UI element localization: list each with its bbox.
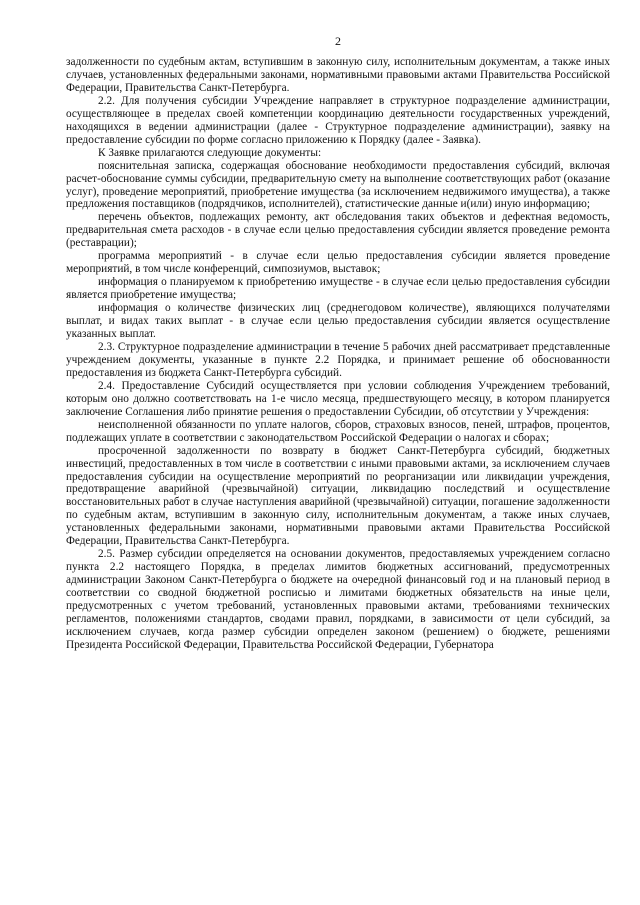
paragraph-events-program: программа мероприятий - в случае если целью предоставления субсидии является проведение мероприятий, в том числе конференций, симпозиумов, выставок; [66,250,610,276]
paragraph-tax-obligations: неисполненной обязанности по уплате налогов, сборов, страховых взносов, пеней, штрафов, процентов, подлежащих уплате в соответствии с законодательством Российской Федерации о налогах и сборах; [66,418,610,444]
page-number: 2 [335,34,341,48]
paragraph-repair-objects: перечень объектов, подлежащих ремонту, акт обследования таких объектов и дефектная ведомость, предварительная смета расходов - в случае если целью предоставления субсидии является проведение ремонта (реставрации); [66,211,610,250]
paragraph-property-info: информация о планируемом к приобретению имуществе - в случае если целью предоставления субсидии является приобретение имущества; [66,276,610,302]
paragraph-payments-info: информация о количестве физических лиц (среднегодовом количестве), являющихся получателями выплат, и видах таких выплат - в случае если целью предоставления субсидии является осуществление указанных выплат. [66,302,610,341]
document-body [66,56,610,652]
paragraph-explanatory-note: пояснительная записка, содержащая обоснование необходимости предоставления субсидий, включая расчет-обоснование суммы субсидии, предварительную смету на выполнение соответствующих работ (оказание услуг), проведение мероприятий, приобретение имущества (за исключением недвижимого имущества), а также предложения поставщиков (подрядчиков, исполнителей), статистические данные и(или) иную информацию; [66,159,610,211]
paragraph-overdue-debt: просроченной задолженности по возврату в бюджет Санкт-Петербурга субсидий, бюджетных инвестиций, предоставленных в том числе в соответствии с иными правовыми актами, за исключением случаев предоставления субсидии на осуществление мероприятий по реорганизации или ликвидации учреждения, предотвращение аварийной (чрезвычайной) ситуации, ликвидацию последствий и осуществление восстановительных работ в случае наступления аварийной (чрезвычайной) ситуации, погашение задолженности по судебным актам, вступившим в законную силу, исполнительным документам, а также иных случаев, установленных федеральными законами, нормативными правовыми актами Правительства Российской Федерации, Правительства Санкт-Петербурга. [66,444,610,548]
paragraph-2-5: 2.5. Размер субсидии определяется на основании документов, предоставляемых учреждением согласно пункта 2.2 настоящего Порядка, в пределах лимитов бюджетных ассигнований, предусмотренных администрации Законом Санкт-Петербурга о бюджете на очередной финансовый год и на плановый период в соответствии со сводной бюджетной росписью и лимитами бюджетных обязательств на иные цели, предусмотренных с учетом требований, установленных правовыми актами, требованиями технических регламентов, положениями стандартов, сводами правил, порядками, в зависимости от цели субсидий, за исключением случаев, когда размер субсидии определен законом (решением) о бюджете, решениями Президента Российской Федерации, Правительства Российской Федерации, Губернатора [66,548,610,651]
paragraph-2-2: 2.2. Для получения субсидии Учреждение направляет в структурное подразделение администрации, осуществляющее в пределах своей компетенции координацию деятельности государственных учреждений, находящихся в ведении администрации (далее - Структурное подразделение администрации), заявку на предоставление субсидии по форме согласно приложению к Порядку (далее - Заявка). [66,94,610,146]
paragraph-2-3: 2.3. Структурное подразделение администрации в течение 5 рабочих дней рассматривает представленные учреждением документы, указанные в пункте 2.2 Порядка, и принимает решение об обоснованности предоставления из бюджета Санкт-Петербурга субсидий. [66,340,610,379]
paragraph-attachments-intro: К Заявке прилагаются следующие документы: [98,146,322,159]
paragraph-2-4: 2.4. Предоставление Субсидий осуществляется при условии соблюдения Учреждением требований, которым оно должно соответствовать на 1-е число месяца, предшествующего месяцу, в котором планируется заключение Соглашения либо принятие решения о предоставлении Субсидии, об отсутствии у Учреждения: [66,379,610,418]
paragraph-continuation: задолженности по судебным актам, вступившим в законную силу, исполнительным документам, а также иных случаев, установленных федеральными законами, нормативными правовыми актами Правительства Российской Федерации, Правительства Санкт-Петербурга. [66,56,610,94]
